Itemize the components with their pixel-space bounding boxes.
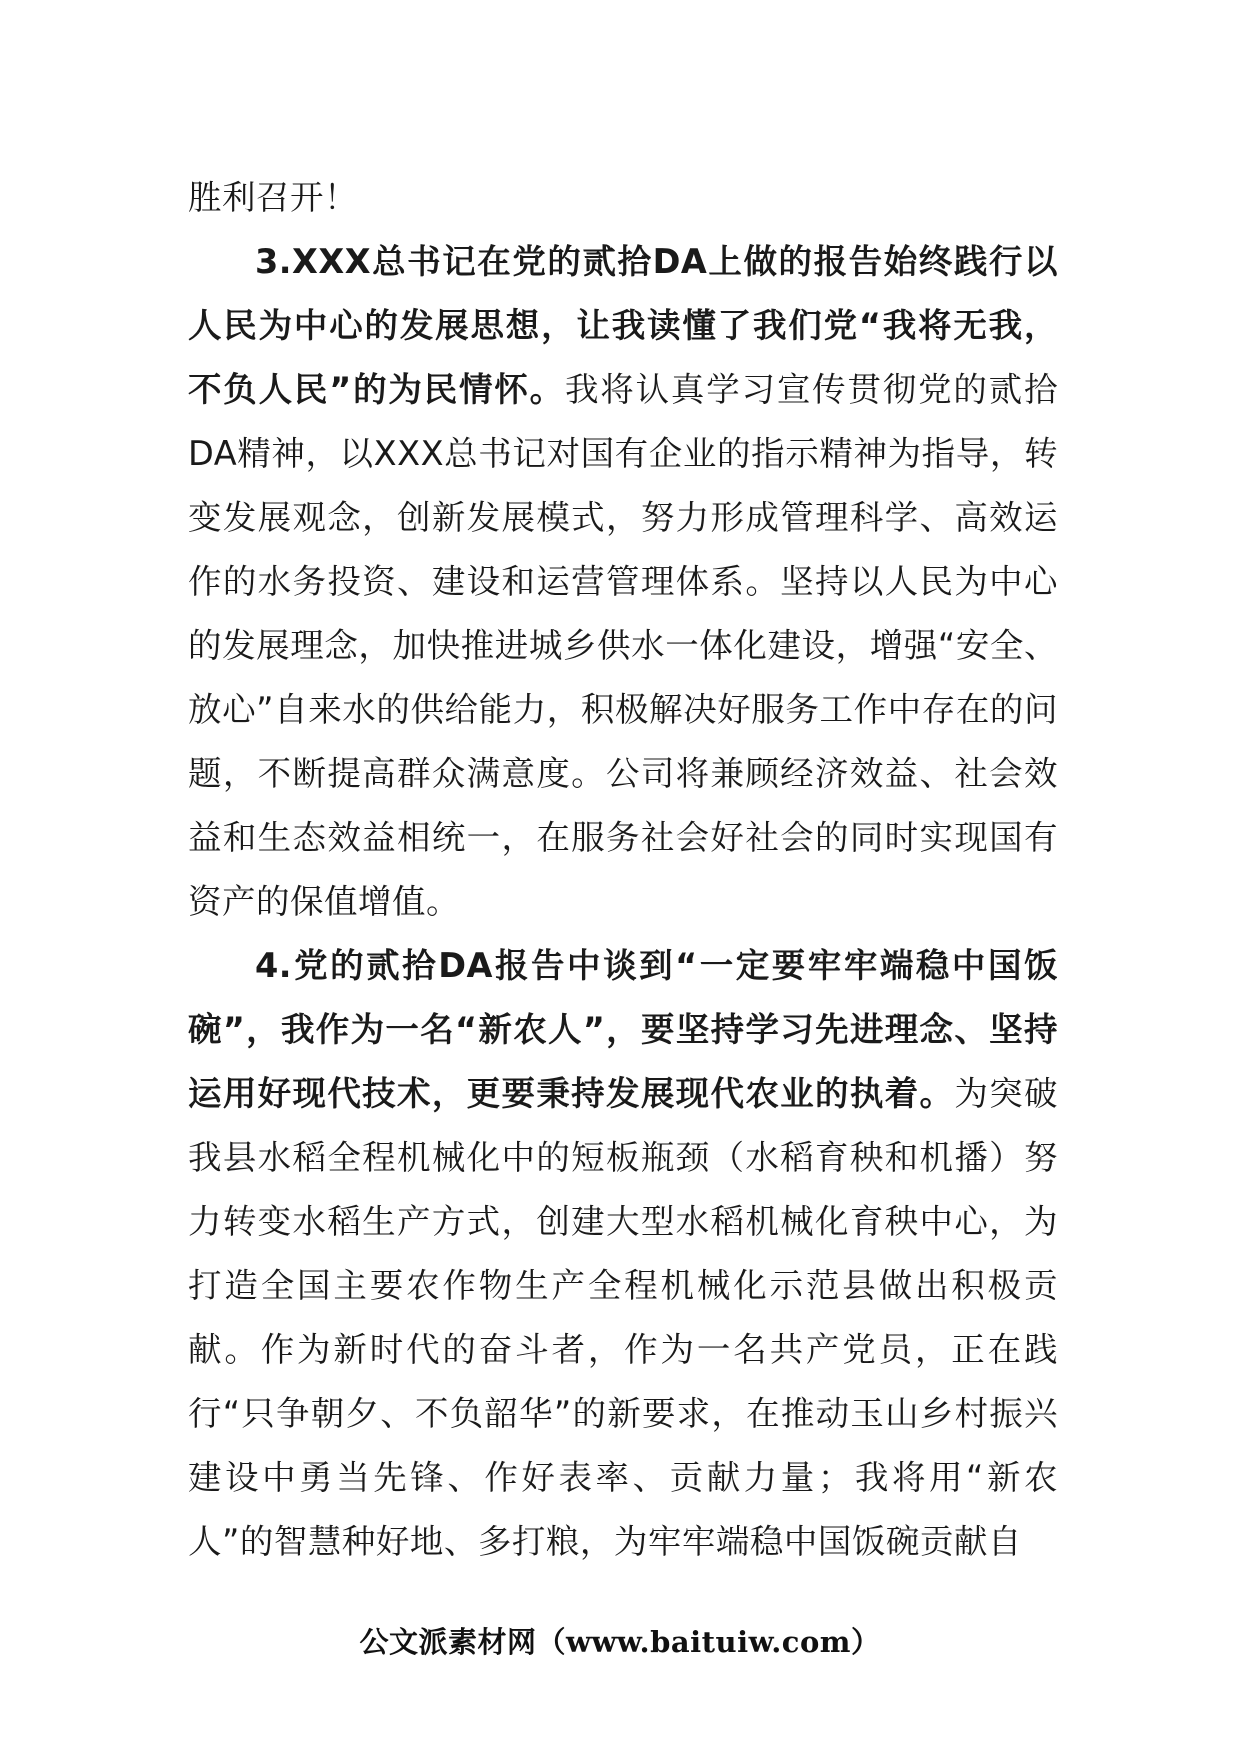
footer-watermark: 公文派素材网（www.baituiw.com） [359,1625,881,1659]
paragraph-point-3 [188,230,1058,934]
paragraph-point-4 [188,934,1058,1574]
paragraph-text: 胜利召开！ [188,178,358,217]
paragraph-text: 为突破我县水稻全程机械化中的短板瓶颈（水稻育秧和机播）努力转变水稻生产方式，创建大型水稻机械化育秧中心，为打造全国主要农作物生产全程机械化示范县做出积极贡献。作为新时代的奋斗者，作为一名共产党员，正在践行“只争朝夕、不负韶华”的新要求，在推动玉山乡村振兴建设中勇当先锋、作好表率、贡献力量；我将用“新农人”的智慧种好地、多打粮，为牢牢端稳中国饭碗贡献自 [188,1074,1059,1561]
paragraph-heading: 4.党的贰拾DA报告中谈到“一定要牢牢端稳中国饭碗”，我作为一名“新农人”，要坚持学习先进理念、坚持运用好现代技术，更要秉持发展现代农业的执着。 [188,946,1058,1113]
paragraph-continuation [188,166,1058,230]
paragraph-text: 我将认真学习宣传贯彻党的贰拾DA精神，以XXX总书记对国有企业的指示精神为指导，转变发展观念，创新发展模式，努力形成管理科学、高效运作的水务投资、建设和运营管理体系。坚持以人民为中心的发展理念，加快推进城乡供水一体化建设，增强“安全、放心”自来水的供给能力，积极解决好服务工作中存在的问题，不断提高群众满意度。公司将兼顾经济效益、社会效益和生态效益相统一，在服务社会好社会的同时实现国有资产的保值增值。 [188,370,1058,921]
document-body [188,166,1058,1574]
paragraph-heading: 3.XXX总书记在党的贰拾DA上做的报告始终践行以人民为中心的发展思想，让我读懂了我们党“我将无我，不负人民”的为民情怀。 [188,242,1058,409]
